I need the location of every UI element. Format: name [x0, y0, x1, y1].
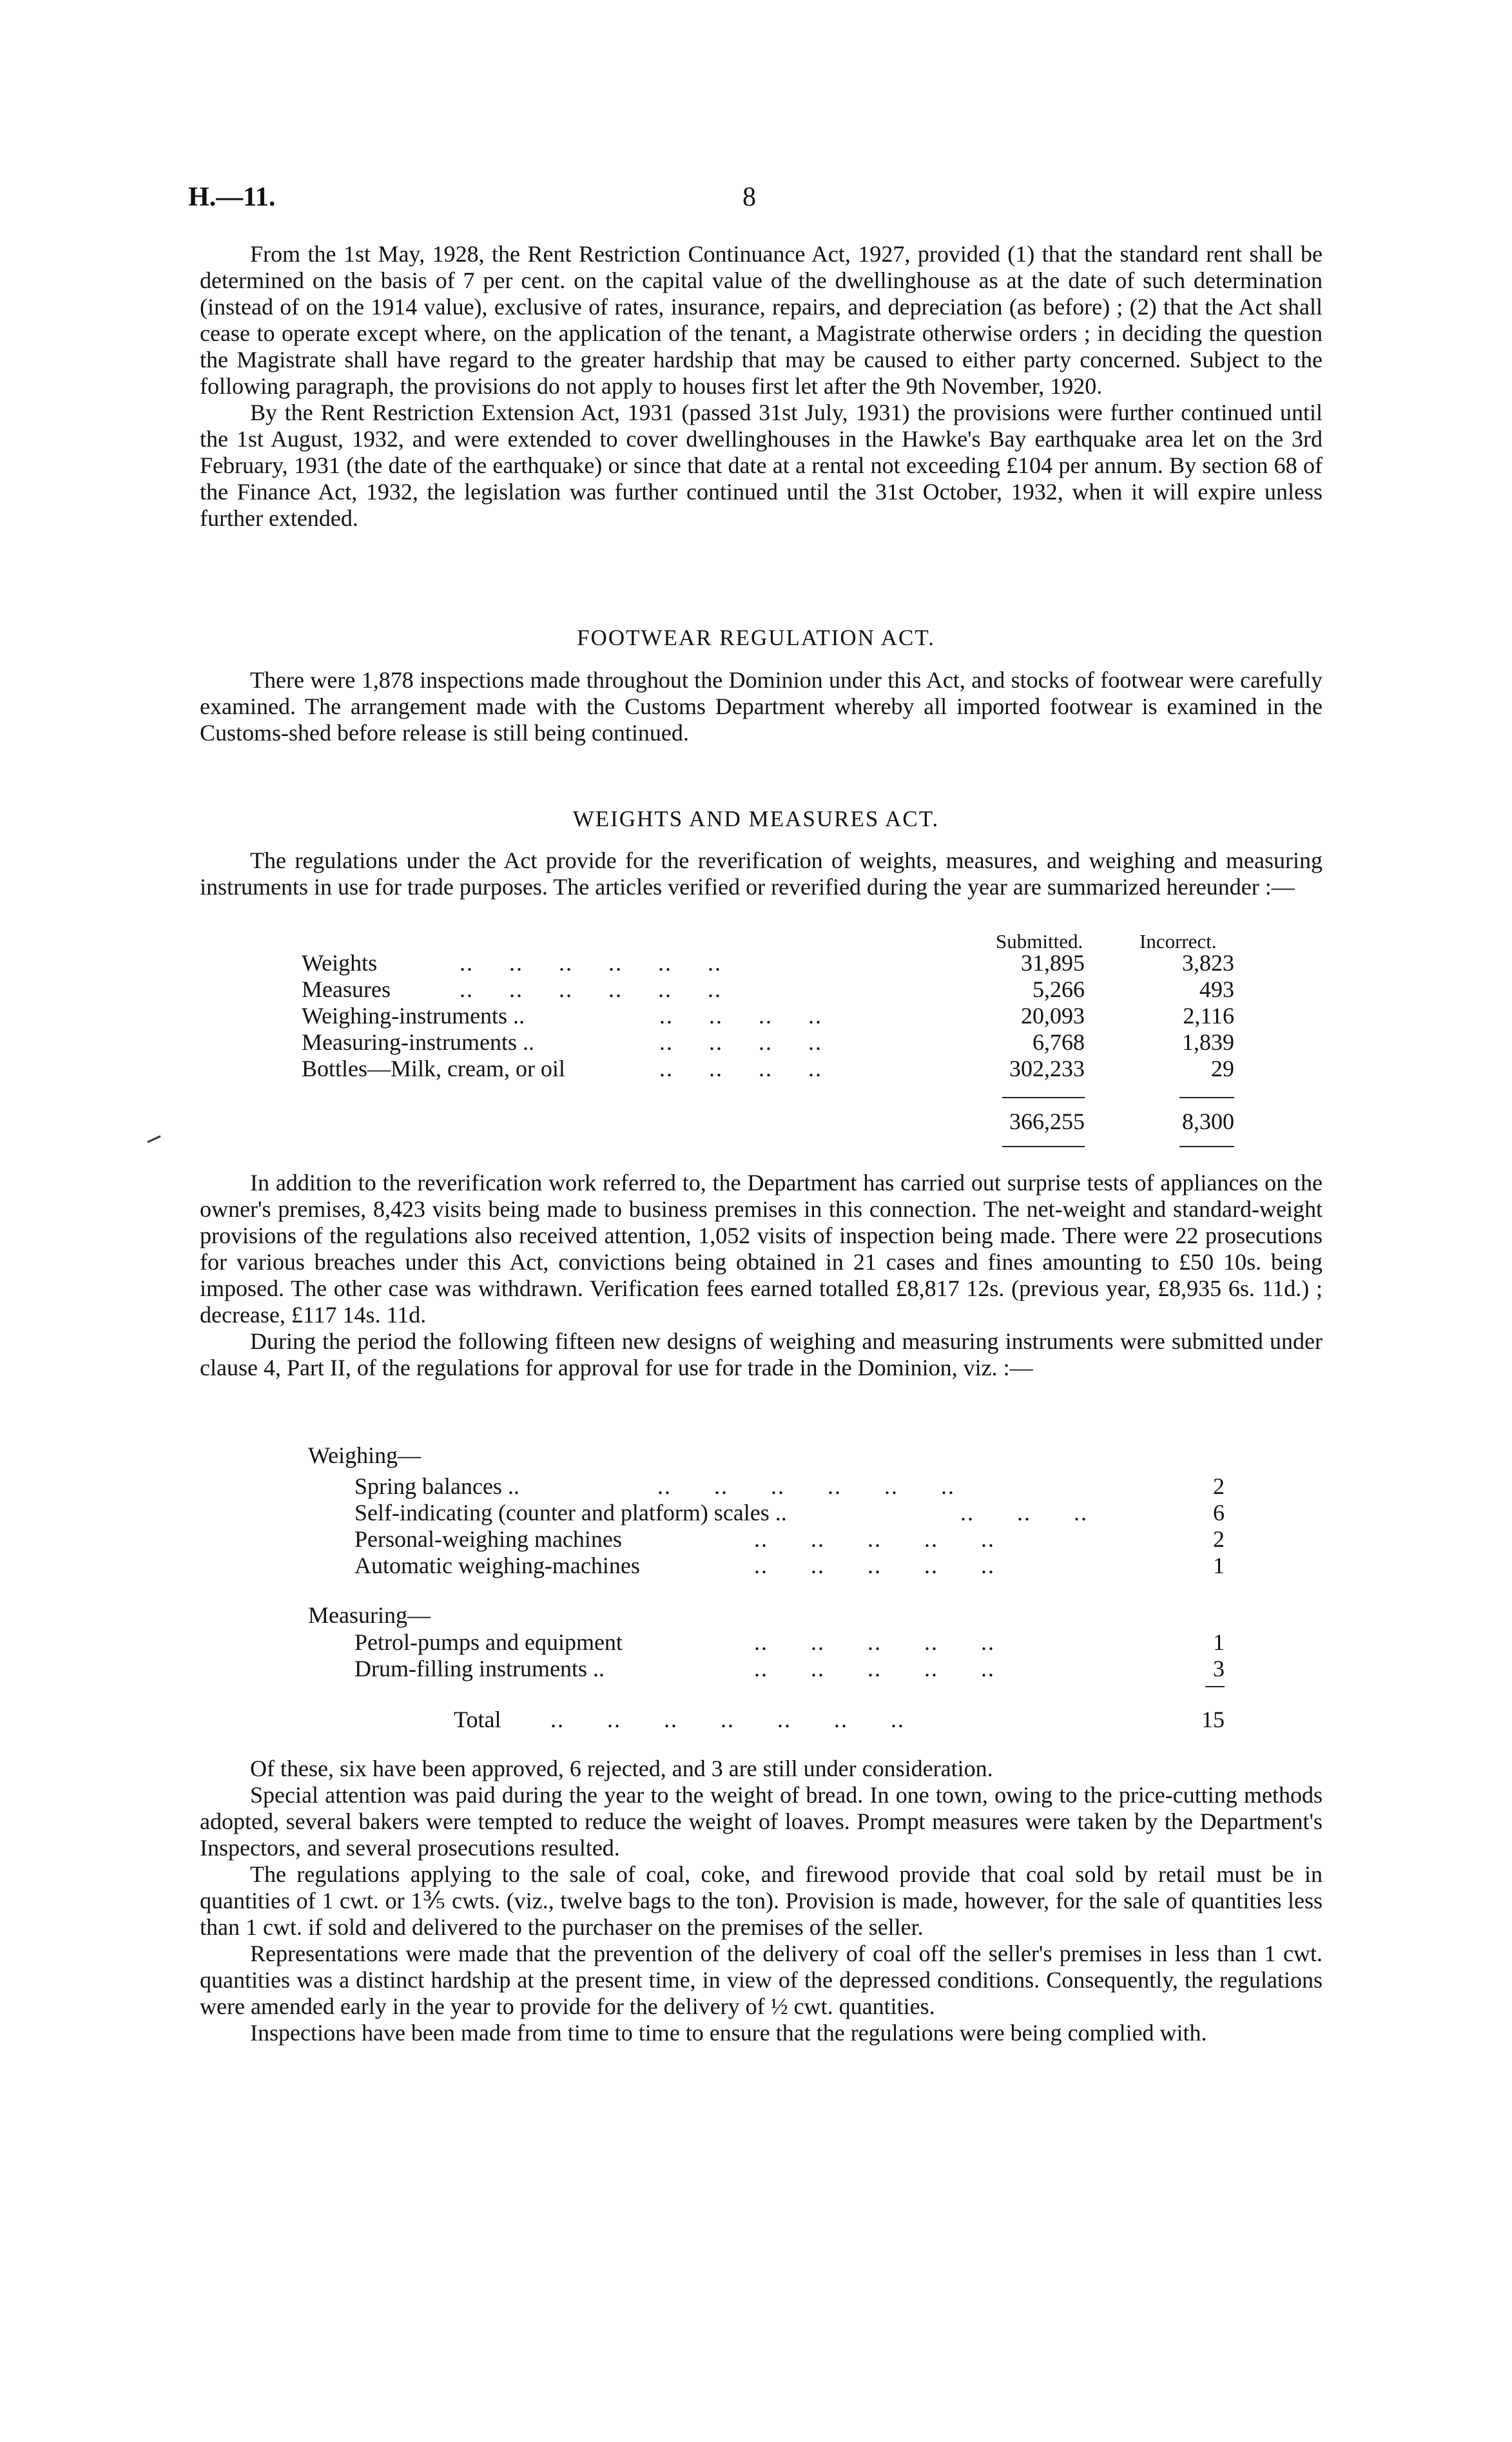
incorrect-value: 3,823: [1182, 950, 1234, 976]
stray-pen-mark: [147, 1135, 160, 1143]
design-count: 2: [1213, 1526, 1225, 1552]
closing-section: [200, 1756, 1323, 2046]
list-item: Petrol-pumps and equipment .. .. .. .. .. 1: [354, 1629, 1225, 1655]
submitted-value: 6,768: [1032, 1029, 1085, 1055]
table-row: Measuring-instruments .. .. .. .. .. 6,768 1,839: [302, 1029, 1234, 1055]
document-id: H.—11.: [188, 182, 276, 212]
design-label: Drum-filling instruments ..: [354, 1656, 605, 1681]
weights-activity: [200, 1170, 1323, 1381]
total-row: [302, 1109, 1243, 1135]
total-incorrect: 8,300: [1182, 1109, 1234, 1134]
paragraph: In addition to the reverification work referred to, the Department has carried out surprise tests of appliances on the owner's premises, 8,423 visits being made to business premises in this connection. The net-weight and standard-weight provisions of the regulations also received attention, 1,052 visits of inspection being made. There were 22 prosecutions for various breaches under this Act, convictions being obtained in 21 cases and fines amounting to £50 10s. being imposed. The other case was withdrawn. Verification fees earned totalled £8,817 12s. (previous year, £8,935 6s. 11d.) ; decrease, £117 14s. 11d.: [200, 1170, 1323, 1328]
total-label: Total: [454, 1707, 501, 1732]
rent-restriction-section: [200, 241, 1323, 532]
weighing-heading: Weighing—: [308, 1442, 422, 1468]
design-count: 3: [1213, 1656, 1225, 1681]
weights-intro: [200, 848, 1323, 900]
total-rule-top: [1002, 1097, 1085, 1098]
incorrect-value: 2,116: [1183, 1003, 1234, 1029]
total-row: Total .. .. .. .. .. .. .. 15: [454, 1707, 1225, 1732]
list-item: Self-indicating (counter and platform) scales .. .. .. .. 6: [354, 1500, 1225, 1526]
list-item: Spring balances .. .. .. .. .. .. .. 2: [354, 1473, 1225, 1499]
design-count: 6: [1213, 1500, 1225, 1526]
paragraph: The regulations applying to the sale of coal, coke, and firewood provide that coal sold by retail must be in quantities of 1 cwt. or 1⅗ cwts. (viz., twelve bags to the ton). Provision is made, however, for the sale of quantities less than 1 cwt. if sold and delivered to the purchaser on the premises of the seller.: [200, 1861, 1323, 1940]
design-count: 2: [1213, 1473, 1225, 1499]
submitted-value: 20,093: [1021, 1003, 1085, 1029]
table-row: Weights .. .. .. .. .. .. 31,895 3,823: [302, 950, 1234, 976]
table-row: Bottles—Milk, cream, or oil .. .. .. .. 302,233 29: [302, 1056, 1234, 1081]
footwear-section: [200, 667, 1323, 746]
incorrect-value: 29: [1211, 1056, 1234, 1081]
paragraph: Inspections have been made from time to time to ensure that the regulations were being complied with.: [250, 2020, 1207, 2046]
design-label: Automatic weighing-machines: [354, 1553, 640, 1578]
design-label: Self-indicating (counter and platform) scales ..: [354, 1500, 787, 1526]
list-item: Automatic weighing-machines .. .. .. .. .. 1: [354, 1553, 1225, 1578]
paragraph: There were 1,878 inspections made throughout the Dominion under this Act, and stocks of footwear were carefully examined. The arrangement made with the Customs Department whereby all imported footwear is examined in the Customs-shed before release is still being continued.: [200, 667, 1323, 746]
paragraph: During the period the following fifteen new designs of weighing and measuring instruments were submitted under clause 4, Part II, of the regulations for approval for use for trade in the Dominion, viz. :—: [200, 1328, 1323, 1381]
table-row: Weighing-instruments .. .. .. .. .. 20,093 2,116: [302, 1003, 1234, 1029]
page-number: 8: [742, 182, 756, 212]
row-label: Bottles—Milk, cream, or oil: [302, 1056, 565, 1081]
list-item: Drum-filling instruments .. .. .. .. .. .. 3: [354, 1656, 1225, 1681]
design-label: Personal-weighing machines: [354, 1526, 622, 1552]
incorrect-value: 493: [1199, 976, 1234, 1002]
list-item: Personal-weighing machines .. .. .. .. .. 2: [354, 1526, 1225, 1552]
column-header-submitted: Submitted.: [996, 930, 1083, 953]
weights-heading: WEIGHTS AND MEASURES ACT.: [572, 806, 940, 831]
design-label: Petrol-pumps and equipment: [354, 1629, 623, 1655]
submitted-value: 5,266: [1032, 976, 1085, 1002]
designs-table: Weighing— Spring balances .. .. .. .. .. .. .. 2 Self-indicating (counter and platform) scales .. .. .. .. 6 Personal-weighing machines .. .. .. .. .. 2 Automatic weighing-machines .. .. .. .. .. 1 Measuring— Petrol-pumps and equipment .. .. .. .. .. 1 Drum-filling instruments .. .. .. .. .. .. 3 Total .. .. .. .. .. .. .. 15: [308, 1442, 1288, 1469]
design-count: 1: [1213, 1629, 1225, 1655]
table-row: Measures .. .. .. .. .. .. 5,266 493: [302, 976, 1234, 1002]
column-header-incorrect: Incorrect.: [1139, 930, 1217, 953]
paragraph: Of these, six have been approved, 6 rejected, and 3 are still under consideration.: [250, 1756, 993, 1781]
row-label: Weighing-instruments ..: [302, 1003, 525, 1029]
paragraph: By the Rent Restriction Extension Act, 1931 (passed 31st July, 1931) the provisions were further continued until the 1st August, 1932, and were extended to cover dwellinghouses in the Hawke's Bay earthquake area let on the 3rd February, 1931 (the date of the earthquake) or since that date at a rental not exceeding £104 per annum. By section 68 of the Finance Act, 1932, the legislation was further continued until the 31st October, 1932, when it will expire unless further extended.: [200, 400, 1323, 531]
paragraph: Special attention was paid during the year to the weight of bread. In one town, owing to the price-cutting methods adopted, several bakers were tempted to reduce the weight of loaves. Prompt measures were taken by the Department's Inspectors, and several prosecutions resulted.: [200, 1782, 1323, 1861]
design-label: Spring balances ..: [354, 1473, 519, 1499]
row-label: Measures: [302, 976, 391, 1002]
footwear-heading: FOOTWEAR REGULATION ACT.: [577, 625, 935, 650]
row-label: Measuring-instruments ..: [302, 1029, 534, 1055]
incorrect-value: 1,839: [1182, 1029, 1234, 1055]
total-rule-top: [1179, 1097, 1234, 1098]
design-count: 1: [1213, 1553, 1225, 1578]
submitted-value: 31,895: [1021, 950, 1085, 976]
paragraph: From the 1st May, 1928, the Rent Restriction Continuance Act, 1927, provided (1) that the standard rent shall be determined on the basis of 7 per cent. on the capital value of the dwellinghouse as at the date of such determination (instead of on the 1914 value), exclusive of rates, insurance, repairs, and depreciation (as before) ; (2) that the Act shall cease to operate except where, on the application of the tenant, a Magistrate otherwise orders ; in deciding the question the Magistrate shall have regard to the greater hardship that may be caused to either party concerned. Subject to the following paragraph, the provisions do not apply to houses first let after the 9th November, 1920.: [200, 241, 1323, 399]
total-rule-bottom: [1002, 1146, 1085, 1147]
total-submitted: 366,255: [1009, 1109, 1085, 1134]
paragraph: The regulations under the Act provide for the reverification of weights, measures, and weighing and measuring instruments in use for trade purposes. The articles verified or reverified during the year are summarized hereunder :—: [200, 848, 1323, 900]
total-rule: [1205, 1686, 1225, 1687]
submitted-value: 302,233: [1009, 1056, 1085, 1081]
total-count: 15: [1201, 1707, 1225, 1732]
row-label: Weights: [302, 950, 378, 976]
total-rule-bottom: [1179, 1146, 1234, 1147]
paragraph: Representations were made that the prevention of the delivery of coal off the seller's premises in less than 1 cwt. quantities was a distinct hardship at the present time, in view of the depressed conditions. Consequently, the regulations were amended early in the year to provide for the delivery of ½ cwt. quantities.: [200, 1941, 1323, 2019]
